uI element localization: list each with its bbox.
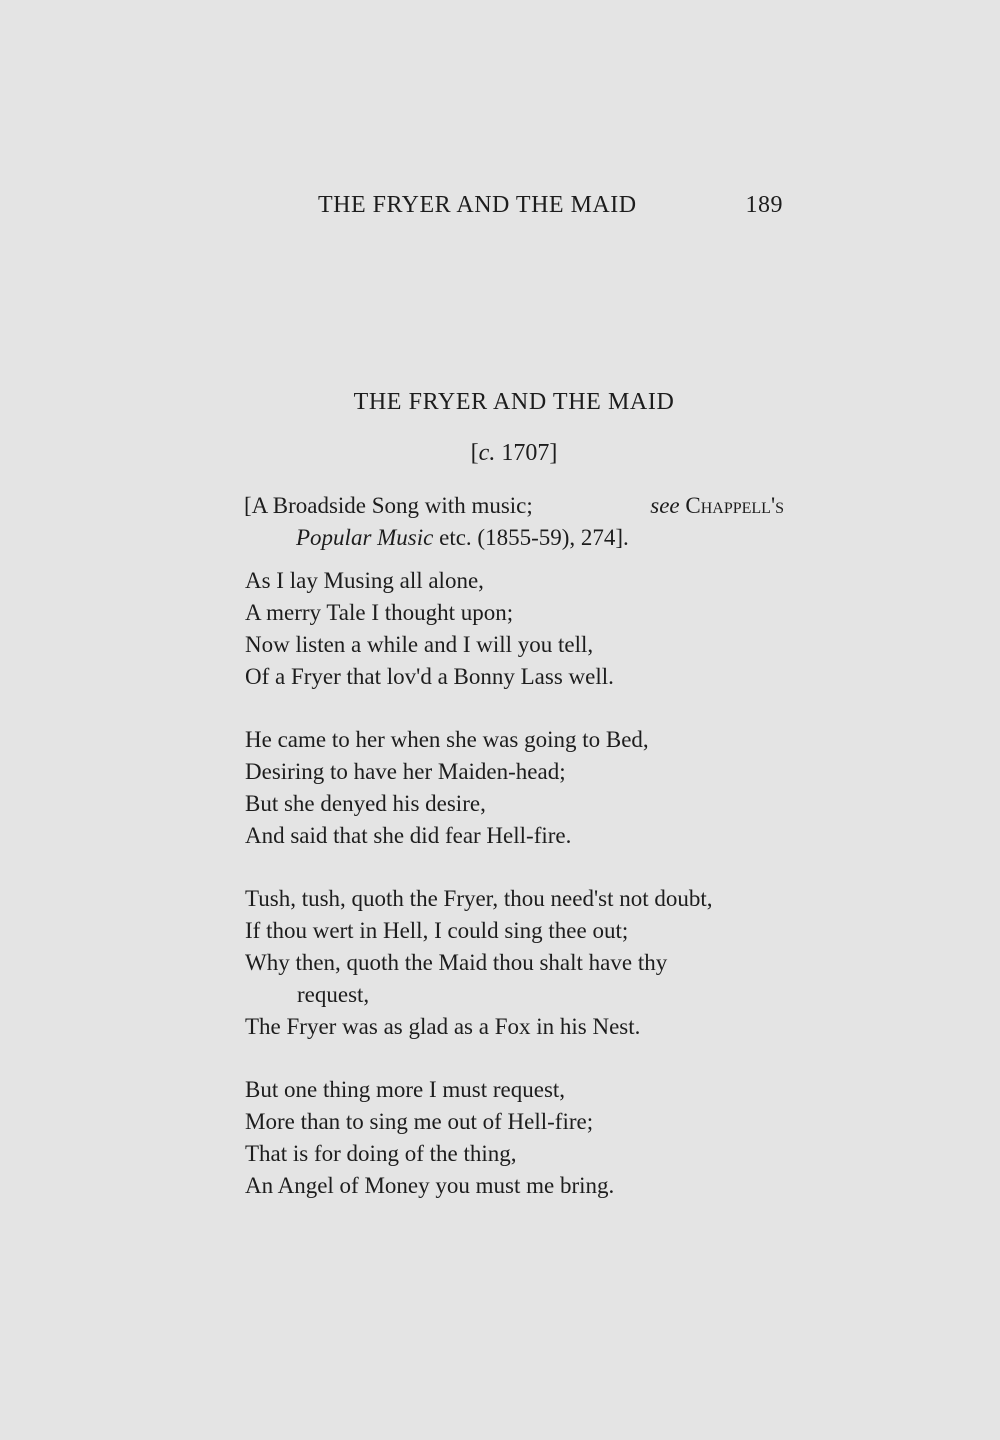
running-head	[318, 192, 783, 232]
stanza	[245, 1074, 790, 1202]
source-note-ref: Chappell's	[685, 493, 784, 518]
stanza	[245, 724, 790, 852]
verse-line: Why then, quoth the Maid thou shalt have thy	[245, 950, 668, 975]
date-bracket: [	[470, 440, 479, 466]
stanza	[245, 565, 790, 693]
verse-line: But one thing more I must request,	[245, 1077, 566, 1102]
date-circa: c.	[478, 440, 496, 466]
stanza	[245, 883, 790, 1043]
verse-line: That is for doing of the thing,	[245, 1141, 517, 1166]
verse-line: More than to sing me out of Hell-fire;	[245, 1109, 594, 1134]
verse-line: Tush, tush, quoth the Fryer, thou need'st not doubt,	[245, 886, 713, 911]
source-note-ref-group	[650, 490, 784, 522]
verse-line: A merry Tale I thought upon;	[245, 600, 514, 625]
verse-line: Of a Fryer that lov'd a Bonny Lass well.	[245, 664, 614, 689]
source-note-rest: etc. (1855-59), 274].	[439, 525, 629, 550]
source-note-open: [A Broadside Song with music;	[244, 493, 533, 518]
verse-line: An Angel of Money you must me bring.	[245, 1173, 615, 1198]
poem-title: THE FRYER AND THE MAID	[353, 389, 675, 415]
verse-line-continuation: request,	[297, 982, 370, 1007]
verse-line: The Fryer was as glad as a Fox in his Nest.	[245, 1014, 641, 1039]
poem-date	[0, 440, 1000, 467]
verse-line: Now listen a while and I will you tell,	[245, 632, 594, 657]
source-note-see: see	[650, 493, 680, 518]
source-note-work: Popular Music	[296, 525, 434, 550]
page-number: 189	[745, 192, 783, 218]
verse-line: Desiring to have her Maiden-head;	[245, 759, 566, 784]
source-note	[244, 490, 784, 554]
source-note-line-1	[244, 490, 784, 522]
source-note-line-2	[244, 522, 784, 554]
verse-line: As I lay Musing all alone,	[245, 568, 484, 593]
verse-line: He came to her when she was going to Bed,	[245, 727, 649, 752]
verse-line: But she denyed his desire,	[245, 791, 486, 816]
date-year: 1707]	[501, 440, 558, 466]
verse-line: If thou wert in Hell, I could sing thee out;	[245, 918, 629, 943]
running-title: THE FRYER AND THE MAID	[318, 192, 637, 218]
verse-line: And said that she did fear Hell-fire.	[245, 823, 572, 848]
